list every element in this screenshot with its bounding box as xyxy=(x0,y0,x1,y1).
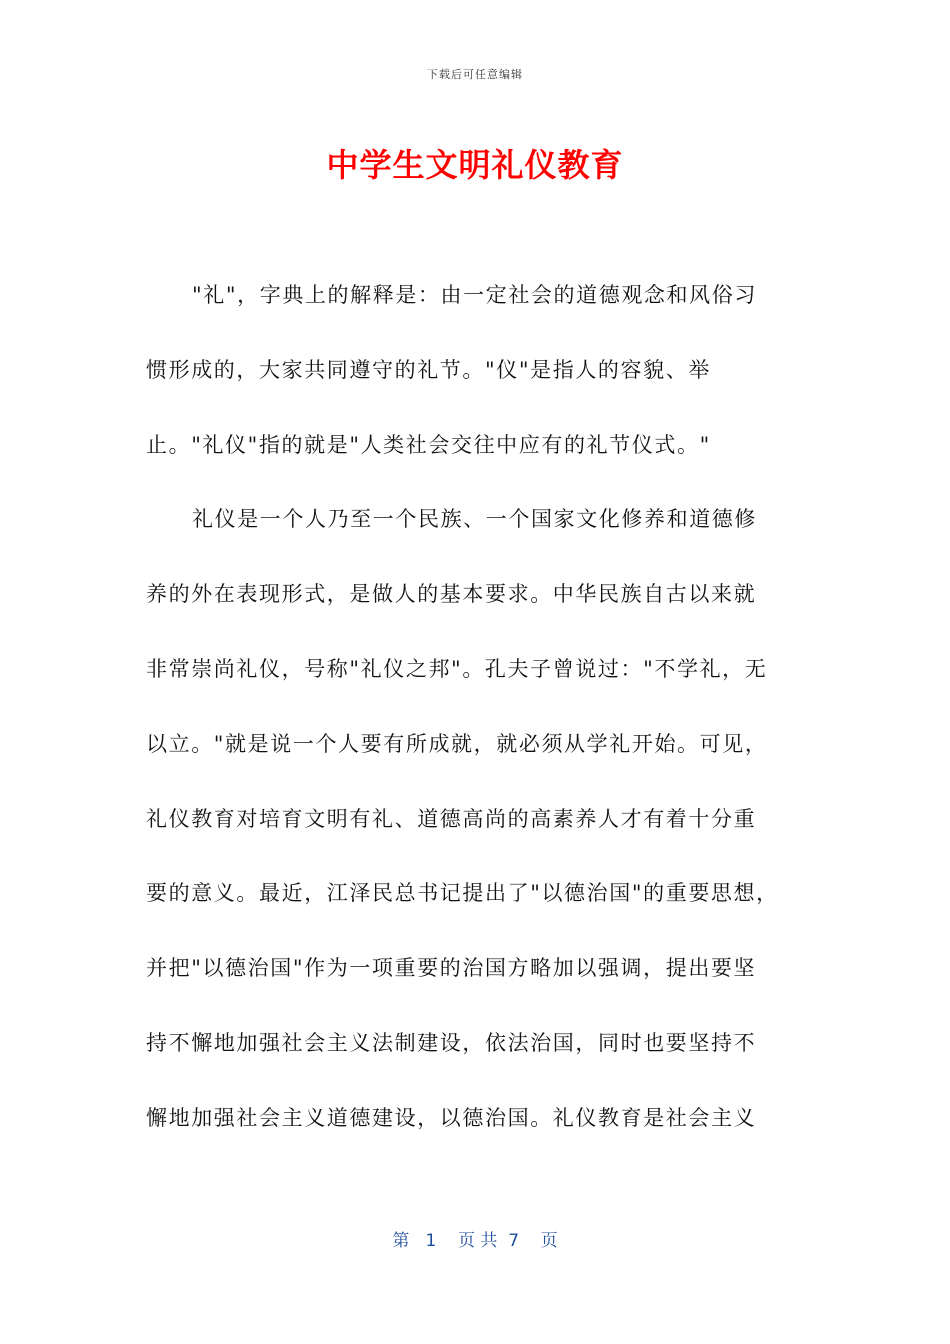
paragraph-line: 礼仪教育对培育文明有礼、道德高尚的高素养人才有着十分重 xyxy=(146,806,757,831)
paragraph-line: "礼"，字典上的解释是：由一定社会的道德观念和风俗习 xyxy=(192,283,757,307)
paragraph-line: 惯形成的，大家共同遵守的礼节。"仪"是指人的容貌、举 xyxy=(146,357,711,382)
page-footer xyxy=(0,1226,950,1251)
paragraph-line: 非常崇尚礼仪，号称"礼仪之邦"。孔夫子曾说过："不学礼，无 xyxy=(146,656,768,681)
paragraph-line: 并把"以德治国"作为一项重要的治国方略加以强调，提出要坚 xyxy=(146,956,757,981)
document-body xyxy=(146,270,806,1168)
paragraph-line: 养的外在表现形式，是做人的基本要求。中华民族自古以来就 xyxy=(146,582,757,607)
total-pages-number: 7 xyxy=(508,1231,520,1251)
header-note: 下载后可任意编辑 xyxy=(427,68,523,81)
document-title: 中学生文明礼仪教育 xyxy=(326,146,624,184)
page-label-prefix: 第 xyxy=(392,1231,410,1251)
paragraph-line: 以立。"就是说一个人要有所成就，就必须从学礼开始。可见， xyxy=(146,731,768,756)
page-label-suffix: 页 xyxy=(540,1231,558,1251)
page-label-mid: 页 共 xyxy=(458,1231,498,1251)
current-page-number: 1 xyxy=(425,1231,437,1251)
paragraph-line: 持不懈地加强社会主义法制建设，依法治国，同时也要坚持不 xyxy=(146,1030,757,1055)
paragraph-line: 懈地加强社会主义道德建设，以德治国。礼仪教育是社会主义 xyxy=(146,1105,757,1130)
paragraph-line: 止。"礼仪"指的就是"人类社会交往中应有的礼节仪式。" xyxy=(146,432,711,457)
paragraph-line: 礼仪是一个人乃至一个民族、一个国家文化修养和道德修 xyxy=(192,507,757,532)
paragraph-line: 要的意义。最近，江泽民总书记提出了"以德治国"的重要思想， xyxy=(146,881,779,906)
